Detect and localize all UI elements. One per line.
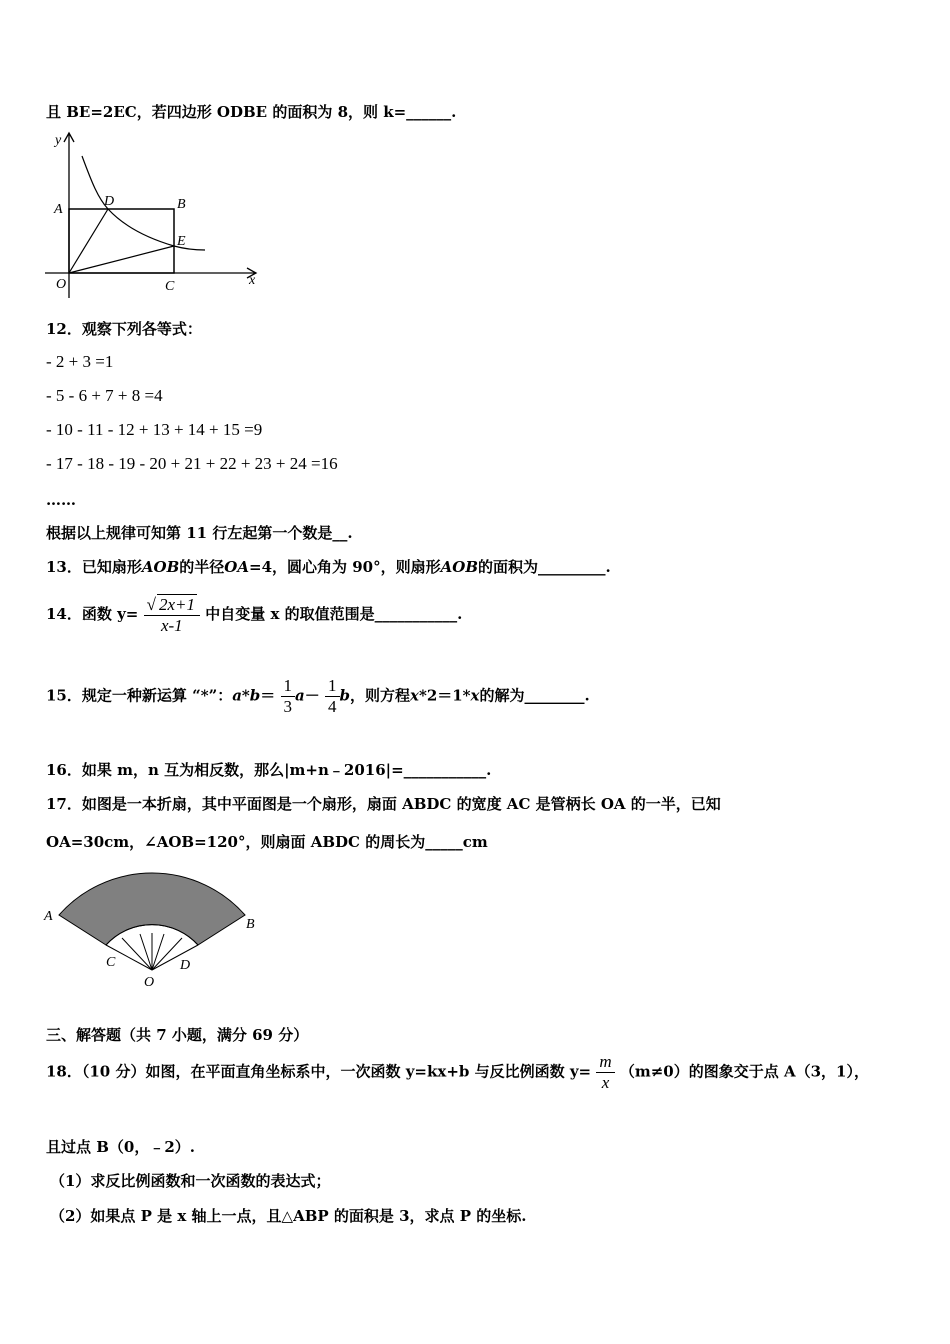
- q18-subquestion-2: （2）如果点 P 是 x 轴上一点，且△ABP 的面积是 3，求点 P 的坐标.: [50, 1207, 527, 1225]
- q15-fraction-1-den: 3: [281, 696, 296, 717]
- q15-mid: ，则方程: [350, 686, 411, 705]
- q15-minus: －: [304, 686, 320, 705]
- segment-od: [69, 209, 108, 273]
- rib-2: [122, 938, 152, 970]
- q15-fraction-1: [281, 676, 296, 717]
- q11-tail-text: 且 BE=2EC，若四边形 ODBE 的面积为 8，则 k=______.: [46, 103, 457, 121]
- hyperbola-curve: [82, 156, 205, 250]
- q15-text: [46, 676, 590, 717]
- q14-denominator: x-1: [144, 615, 200, 636]
- q15-x-1: x: [410, 686, 419, 705]
- q14-suffix: 中自变量 x 的取值范围是___________.: [205, 605, 463, 623]
- q14-radicand: 2x+1: [158, 595, 195, 614]
- q15-suffix: 的解为________.: [479, 686, 590, 705]
- q13-text: [46, 557, 611, 577]
- q14-text: [46, 594, 462, 636]
- q18-numerator: m: [599, 1052, 612, 1071]
- q15-fraction-2: [325, 676, 340, 717]
- q12-equation-2: - 5 - 6 + 7 + 8 =4: [46, 386, 163, 405]
- label-a: A: [54, 202, 63, 217]
- q18-denominator: x: [596, 1072, 614, 1093]
- q18-subquestion-1: （1）求反比例函数和一次函数的表达式；: [50, 1172, 331, 1190]
- fan-label-d: D: [180, 958, 191, 973]
- q13-aob-1: AOB: [141, 558, 180, 576]
- q15-mid-2: *2＝1*: [418, 686, 471, 705]
- q12-question: 根据以上规律可知第 11 行左起第一个数是__.: [46, 524, 353, 542]
- label-d: D: [104, 194, 115, 209]
- q16-text: 16．如果 m，n 互为相反数，那么|m+n﹣2016|=___________.: [46, 761, 492, 779]
- label-e: E: [177, 234, 186, 249]
- q15-equals: ＝: [260, 686, 276, 705]
- q15-var-b: b: [339, 686, 350, 705]
- label-x: x: [249, 273, 256, 288]
- fan-label-a: A: [44, 909, 53, 924]
- q15-fraction-2-num: 1: [328, 676, 337, 695]
- q12-equation-1: - 2 + 3 =1: [46, 352, 114, 371]
- fan-label-b: B: [246, 917, 255, 932]
- rib-6: [152, 938, 182, 970]
- q11-figure: [40, 128, 270, 310]
- q14-prefix: 14．函数 y=: [46, 605, 139, 623]
- q13-part-1: 13．已知扇形: [46, 558, 142, 576]
- q15-var-a: a: [295, 686, 305, 705]
- q13-part-2: 的半径: [179, 558, 225, 576]
- q12-title: 12．观察下列各等式：: [46, 320, 202, 338]
- q13-part-3: =4，圆心角为 90°，则扇形: [249, 558, 441, 576]
- label-o: O: [56, 277, 67, 292]
- q12-equation-3: - 10 - 11 - 12 + 13 + 14 + 15 =9: [46, 420, 263, 439]
- q18-line-1: [46, 1052, 869, 1093]
- q18-prefix: 18．（10 分）如图，在平面直角坐标系中，一次函数 y=kx+b 与反比例函数 y=: [46, 1062, 592, 1081]
- q13-aob-2: AOB: [440, 558, 478, 576]
- q13-part-4: 的面积为_________.: [478, 558, 611, 576]
- q18-suffix: （m≠0）的图象交于点 A（3，1），: [619, 1062, 869, 1081]
- label-y: y: [55, 133, 62, 148]
- q12-equation-4: - 17 - 18 - 19 - 20 + 21 + 22 + 23 + 24 =16: [46, 454, 338, 473]
- q17-line-1: 17．如图是一本折扇，其中平面图是一个扇形，扇面 ABDC 的宽度 AC 是管柄长 OA 的一半，已知: [46, 795, 721, 813]
- q18-fraction: [596, 1052, 614, 1093]
- label-b: B: [177, 197, 186, 212]
- fan-label-o: O: [144, 975, 155, 990]
- q18-line-2: 且过点 B（0，﹣2）.: [46, 1138, 195, 1156]
- q12-ellipsis: ……: [46, 491, 76, 509]
- q17-line-2: OA=30cm，∠AOB=120°，则扇面 ABDC 的周长为_____cm: [46, 833, 488, 851]
- q15-fraction-2-den: 4: [325, 696, 340, 717]
- label-c: C: [165, 279, 175, 294]
- q15-x-2: x: [470, 686, 480, 705]
- q14-numerator: √ 2x+1: [146, 595, 195, 614]
- q15-prefix: 15．规定一种新运算 “*”：: [46, 686, 233, 705]
- q14-fraction: [144, 594, 200, 636]
- q15-lhs: a*b: [232, 686, 261, 705]
- section-3-heading: 三、解答题（共 7 小题，满分 69 分）: [46, 1026, 309, 1044]
- segment-oe: [69, 246, 174, 273]
- q15-fraction-1-num: 1: [283, 676, 293, 695]
- q17-fan-figure: [40, 858, 264, 994]
- fan-label-c: C: [106, 955, 116, 970]
- q13-oa: OA: [224, 558, 249, 576]
